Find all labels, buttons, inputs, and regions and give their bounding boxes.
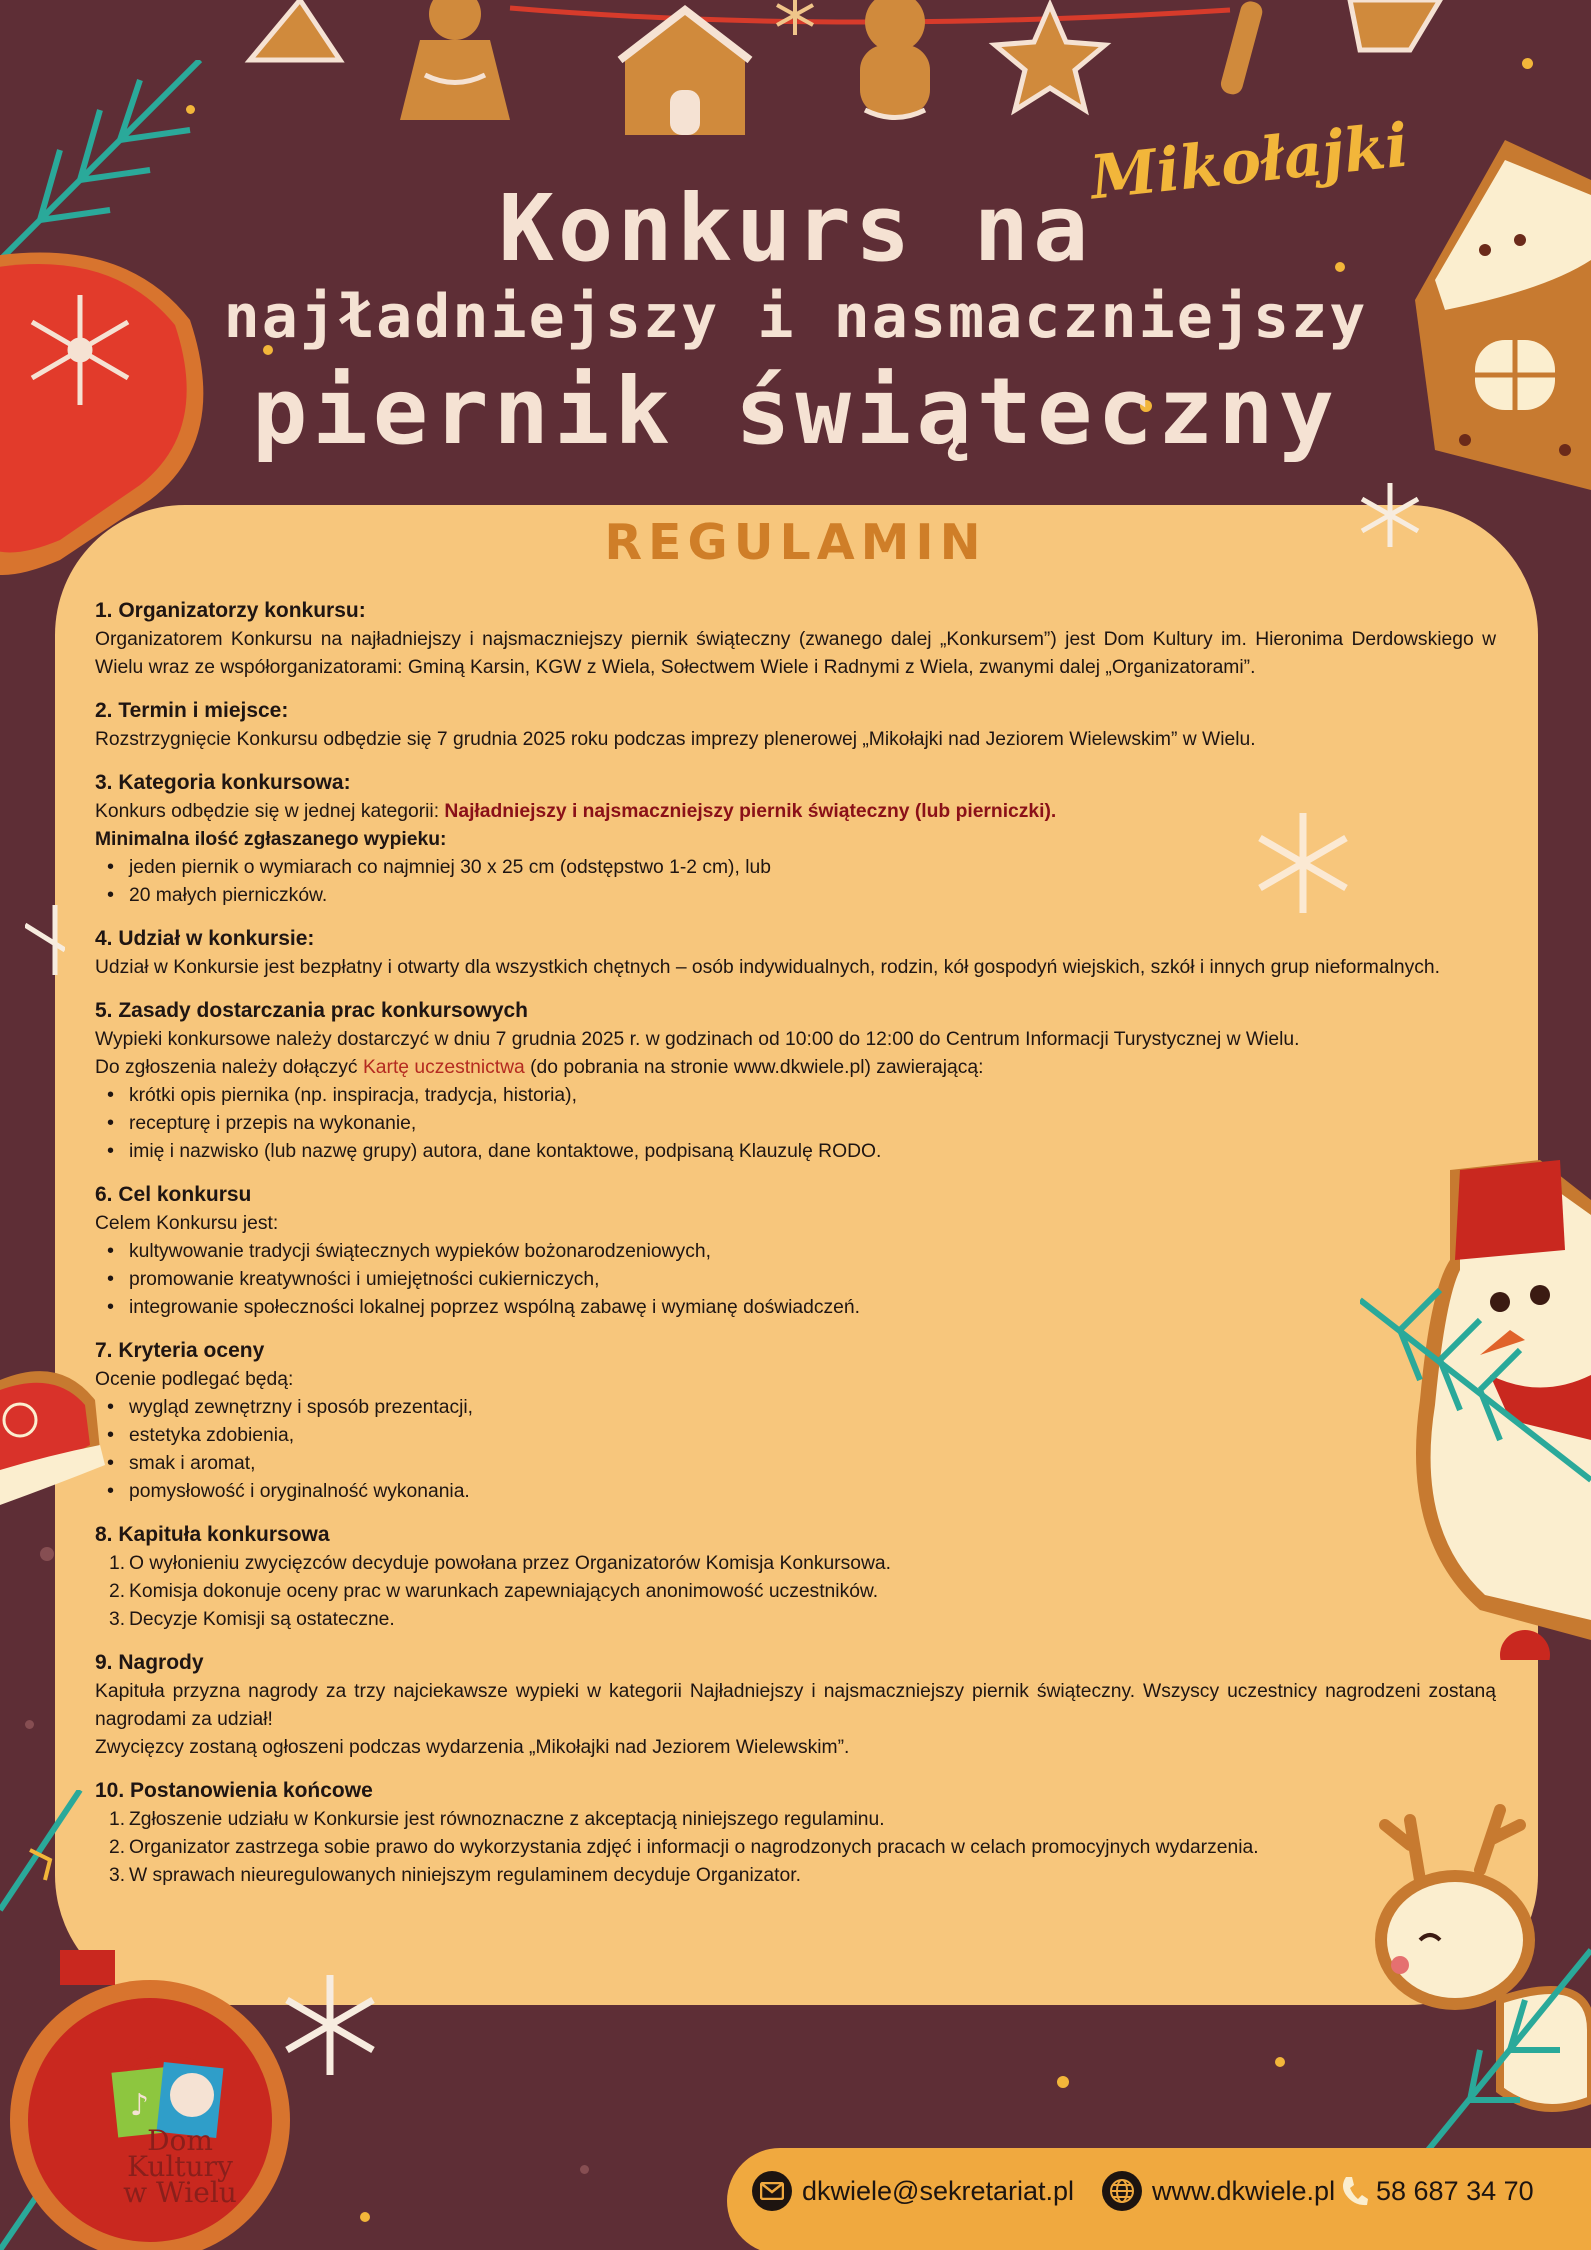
section-delivery — [95, 996, 1496, 1166]
list-item — [95, 1578, 1496, 1606]
min-amount-label: Minimalna ilość zgłaszanego wypieku: — [95, 829, 447, 850]
section-heading: 1. Organizatorzy konkursu: — [95, 599, 366, 622]
section-heading: 7. Kryteria oceny — [95, 1339, 265, 1362]
bullet-list — [95, 1238, 1496, 1322]
section-organizers — [95, 596, 1496, 682]
list-item: • recepturę i przepis na wykonanie, — [95, 1110, 1496, 1138]
section-heading: 10. Postanowienia końcowe — [95, 1779, 373, 1802]
section-text: Ocenie podlegać będą: — [95, 1369, 294, 1390]
list-item: • pomysłowość i oryginalność wykonania. — [95, 1478, 1496, 1506]
contact-website[interactable] — [1102, 2171, 1335, 2211]
rules-content — [95, 596, 1496, 1904]
section-text — [95, 798, 1496, 826]
section-text: Udział w Konkursie jest bezpłatny i otwarty dla wszystkich chętnych – osób indywidualnych, rodzin, kół gospodyń wiejskich, szkół i innych grup nieformalnych. — [95, 957, 1440, 978]
item-number: 1. — [109, 1809, 126, 1830]
bullet-list — [95, 1394, 1496, 1506]
section-goal — [95, 1180, 1496, 1322]
website-text: www.dkwiele.pl — [1152, 2175, 1336, 2206]
list-item — [95, 1606, 1496, 1634]
category-name: Najładniejszy i najsmaczniejszy piernik świąteczny (lub pierniczki). — [444, 801, 1057, 822]
participation-card-link[interactable]: Kartę uczestnictwa — [362, 1057, 525, 1078]
list-item: • 20 małych pierniczków. — [95, 882, 1496, 910]
list-item: • smak i aromat, — [95, 1450, 1496, 1478]
contact-phone[interactable] — [1340, 2171, 1534, 2211]
logo-line-2: w Wielu — [123, 2176, 237, 2209]
title-line-1: Konkurs na — [498, 175, 1093, 282]
section-category — [95, 768, 1496, 910]
item-text: Komisja dokonuje oceny prac w warunkach zapewniających anonimowość uczestników. — [129, 1581, 879, 1602]
section-heading: 4. Udział w konkursie: — [95, 927, 315, 950]
item-number: 2. — [109, 1581, 126, 1602]
logo-text — [95, 2124, 265, 2209]
section-text: Zwycięzcy zostaną ogłoszeni podczas wydarzenia „Mikołajki nad Jeziorem Wielewskim”. — [95, 1737, 850, 1758]
item-text: Decyzje Komisji są ostateczne. — [129, 1609, 395, 1630]
text-fragment: (do pobrania na stronie www.dkwiele.pl) zawierającą: — [524, 1057, 984, 1078]
section-heading: 8. Kapituła konkursowa — [95, 1523, 330, 1546]
section-prizes — [95, 1648, 1496, 1762]
section-date-place — [95, 696, 1496, 754]
numbered-list — [95, 1806, 1496, 1890]
list-item: • jeden piernik o wymiarach co najmniej 30 x 25 cm (odstępstwo 1-2 cm), lub — [95, 854, 1496, 882]
item-text: W sprawach nieuregulowanych niniejszym regulaminem decyduje Organizator. — [129, 1865, 801, 1886]
email-text: dkwiele@sekretariat.pl — [802, 2175, 1075, 2206]
section-final-provisions — [95, 1776, 1496, 1890]
list-item: • promowanie kreatywności i umiejętności cukierniczych, — [95, 1266, 1496, 1294]
dom-kultury-logo — [100, 2025, 230, 2140]
item-text: Zgłoszenie udziału w Konkursie jest równoznaczne z akceptacją niniejszego regulaminu. — [129, 1809, 885, 1830]
text-fragment: Do zgłoszenia należy dołączyć — [95, 1057, 363, 1078]
section-heading: 9. Nagrody — [95, 1651, 204, 1674]
section-heading: 5. Zasady dostarczania prac konkursowych — [95, 999, 529, 1022]
section-participation — [95, 924, 1496, 982]
list-item: • kultywowanie tradycji świątecznych wypieków bożonarodzeniowych, — [95, 1238, 1496, 1266]
bullet-list — [95, 1082, 1496, 1166]
list-item: • estetyka zdobienia, — [95, 1422, 1496, 1450]
script-word: Mikołajki — [1087, 110, 1412, 214]
section-text — [95, 1054, 1496, 1082]
section-heading: 6. Cel konkursu — [95, 1183, 252, 1206]
email-icon — [752, 2171, 792, 2211]
category-intro: Konkurs odbędzie się w jednej kategorii: — [95, 801, 445, 822]
contact-email[interactable] — [752, 2171, 1074, 2211]
svg-text:♪: ♪ — [130, 2088, 150, 2123]
section-text: Kapituła przyzna nagrody za trzy najciekawsze wypieki w kategorii Najładniejszy i najsmaczniejszy piernik świąteczny. Wszyscy uczestnicy nagrodzeni zostaną nagrodami za udział! — [95, 1681, 1496, 1730]
section-criteria — [95, 1336, 1496, 1506]
list-item — [95, 1834, 1496, 1862]
list-item: • krótki opis piernika (np. inspiracja, tradycja, historia), — [95, 1082, 1496, 1110]
title-line-2: najładniejszy i nasmaczniejszy — [223, 282, 1368, 352]
item-number: 2. — [109, 1837, 126, 1858]
list-item — [95, 1862, 1496, 1890]
item-text: O wyłonieniu zwycięzców decyduje powołana przez Organizatorów Komisja Konkursowa. — [129, 1553, 891, 1574]
item-text: Organizator zastrzega sobie prawo do wykorzystania zdjęć i informacji o nagrodzonych pracach w celach promocyjnych wydarzenia. — [129, 1837, 1259, 1858]
section-heading: 2. Termin i miejsce: — [95, 699, 289, 722]
section-text: Rozstrzygnięcie Konkursu odbędzie się 7 grudnia 2025 roku podczas imprezy plenerowej „Mikołajki nad Jeziorem Wielewskim” w Wielu. — [95, 729, 1256, 750]
section-text: Organizatorem Konkursu na najładniejszy i najsmaczniejszy piernik świąteczny (zwanego dalej „Konkursem”) jest Dom Kultury im. Hieronima Derdowskiego w Wielu wraz ze współorganizatorami: Gminą Karsin, KGW z Wiela, Sołectwem Wiele i Radnymi z Wiela, zwanymi dalej „Organizatorami”. — [95, 629, 1496, 678]
list-item — [95, 1806, 1496, 1834]
title-line-3: piernik świąteczny — [252, 358, 1339, 465]
numbered-list — [95, 1550, 1496, 1634]
item-number: 1. — [109, 1553, 126, 1574]
bullet-list — [95, 854, 1496, 910]
globe-icon — [1102, 2171, 1142, 2211]
logo-line-1: Dom Kultury — [127, 2124, 233, 2183]
snowflake-icon — [25, 905, 65, 975]
list-item: • imię i nazwisko (lub nazwę grupy) autora, dane kontaktowe, podpisaną Klauzulę RODO. — [95, 1138, 1496, 1166]
santa-hat-cookie-decoration — [0, 1360, 110, 1510]
section-text: Wypieki konkursowe należy dostarczyć w dniu 7 grudnia 2025 r. w godzinach od 10:00 do 12:00 do Centrum Informacji Turystycznej w Wielu. — [95, 1029, 1300, 1050]
phone-text: 58 687 34 70 — [1376, 2175, 1534, 2206]
list-item: • integrowanie społeczności lokalnej poprzez wspólną zabawę i wymianę doświadczeń. — [95, 1294, 1496, 1322]
phone-icon — [1340, 2175, 1368, 2207]
section-text: Celem Konkursu jest: — [95, 1213, 279, 1234]
list-item — [95, 1550, 1496, 1578]
item-number: 3. — [109, 1865, 126, 1886]
section-heading: 3. Kategoria konkursowa: — [95, 771, 351, 794]
list-item: • wygląd zewnętrzny i sposób prezentacji, — [95, 1394, 1496, 1422]
section-jury — [95, 1520, 1496, 1634]
item-number: 3. — [109, 1609, 126, 1630]
card-title: REGULAMIN — [604, 514, 987, 571]
